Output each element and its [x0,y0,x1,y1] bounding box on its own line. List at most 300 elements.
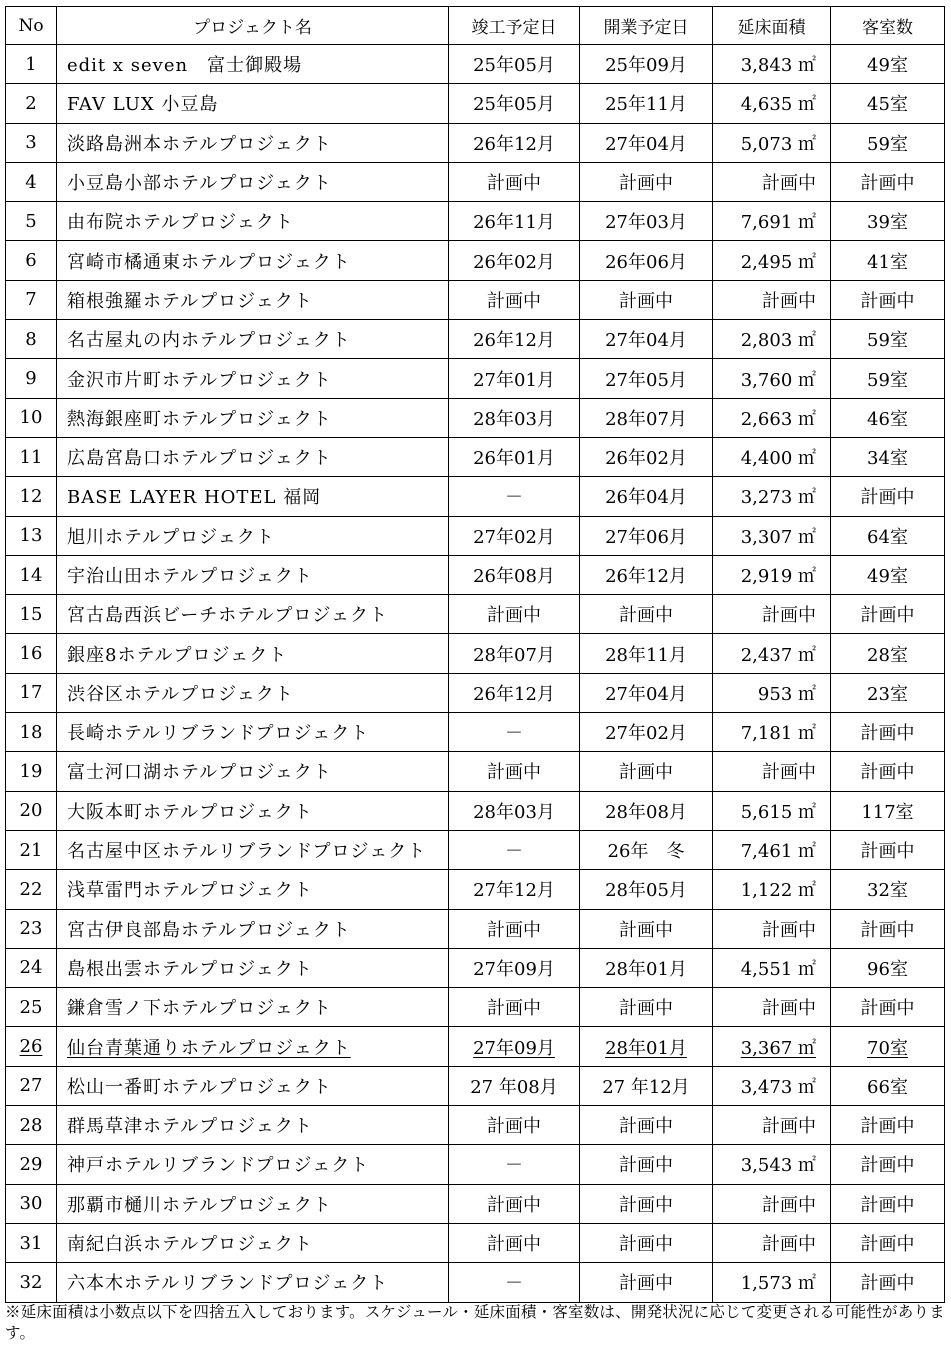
cell-room-count [831,398,945,437]
cell-project-name-text: 小豆島小部ホテルプロジェクト [67,173,332,195]
cell-no [6,948,57,987]
cell-completion-date [449,634,580,673]
cell-project-name-text: 六本木ホテルリブランドプロジェクト [67,1273,389,1295]
cell-project-name-text: 南紀白浜ホテルプロジェクト [67,1234,313,1256]
table-row [6,948,945,987]
table-row [6,752,945,791]
cell-floor-area [713,202,831,241]
cell-no-text: 3 [25,132,37,154]
cell-no [6,791,57,830]
cell-project-name-text: 松山一番町ホテルプロジェクト [67,1076,332,1098]
table-row [6,202,945,241]
cell-completion-date-text: 27年02月 [473,526,555,548]
cell-floor-area-text: 5,615 ㎡ [740,801,816,823]
cell-opening-date [580,162,713,201]
cell-opening-date-text: 計画中 [619,173,673,195]
cell-no [6,988,57,1027]
cell-no-text: 15 [19,603,43,625]
cell-floor-area [713,398,831,437]
cell-completion-date [449,988,580,1027]
cell-no-text: 6 [25,250,37,272]
cell-floor-area-text: 3,473 ㎡ [740,1076,816,1098]
table-row [6,477,945,516]
cell-room-count [831,1066,945,1105]
cell-no [6,1066,57,1105]
cell-completion-date [449,1184,580,1223]
cell-project-name-text: 島根出雲ホテルプロジェクト [67,958,313,980]
cell-floor-area-text: 3,367 ㎡ [740,1037,816,1059]
cell-project-name-text: 淡路島洲本ホテルプロジェクト [67,133,332,155]
cell-floor-area [713,1106,831,1145]
cell-completion-date [449,1263,580,1302]
cell-no-text: 20 [19,800,43,822]
cell-completion-date-text: 27年01月 [473,369,555,391]
cell-room-count [831,634,945,673]
cell-opening-date [580,1066,713,1105]
table-row [6,398,945,437]
cell-completion-date [449,830,580,869]
cell-opening-date-text: 計画中 [619,1234,673,1256]
cell-room-count [831,45,945,84]
table-header-row [6,7,945,45]
cell-room-count [831,84,945,123]
cell-opening-date [580,320,713,359]
cell-no-text: 27 [19,1075,43,1097]
cell-room-count-text: 59室 [867,369,908,391]
cell-opening-date-text: 28年01月 [605,958,687,980]
cell-no-text: 17 [19,682,43,704]
cell-room-count [831,830,945,869]
cell-no-text: 4 [25,171,37,193]
cell-no-text: 11 [19,446,43,468]
cell-floor-area-text: 計画中 [762,290,816,312]
cell-project-name-text: 宇治山田ホテルプロジェクト [67,566,313,587]
cell-project-name-text: 名古屋中区ホテルリブランドプロジェクト [67,841,427,863]
cell-room-count-text: 計画中 [860,841,915,863]
cell-no [6,241,57,280]
cell-room-count [831,241,945,280]
cell-project-name-text: 熱海銀座町ホテルプロジェクト [67,408,332,430]
cell-floor-area [713,477,831,516]
cell-opening-date-text: 27年05月 [605,369,687,391]
cell-no [6,280,57,319]
cell-project-name [57,1106,449,1145]
cell-floor-area-text: 計画中 [762,1234,816,1256]
cell-project-name-text: BASE LAYER HOTEL 福岡 [67,487,322,509]
cell-opening-date [580,280,713,319]
cell-no [6,1223,57,1262]
cell-no [6,202,57,241]
cell-floor-area-text: 4,551 ㎡ [740,958,816,980]
cell-floor-area [713,1263,831,1302]
cell-project-name [57,202,449,241]
cell-no-text: 21 [19,839,43,861]
cell-project-name [57,595,449,634]
cell-no-text: 19 [19,760,43,782]
cell-floor-area [713,595,831,634]
cell-opening-date [580,202,713,241]
cell-opening-date-text: 28年07月 [605,408,687,430]
cell-project-name-text: 金沢市片町ホテルプロジェクト [67,369,332,391]
cell-project-name-text: 神戸ホテルリブランドプロジェクト [67,1155,370,1177]
cell-no [6,1145,57,1184]
cell-room-count-text: 49室 [867,566,908,587]
table-row [6,1223,945,1262]
cell-completion-date-text: 28年03月 [473,408,555,430]
cell-opening-date-text: 計画中 [619,998,673,1020]
cell-floor-area [713,1027,831,1066]
cell-room-count-text: 計画中 [860,762,915,784]
table-row [6,1263,945,1302]
cell-floor-area-text: 計画中 [762,919,816,941]
cell-opening-date [580,241,713,280]
cell-completion-date [449,909,580,948]
cell-room-count-text: 66室 [867,1076,908,1098]
cell-no-text: 29 [19,1153,43,1175]
cell-no [6,909,57,948]
cell-floor-area [713,280,831,319]
table-row [6,516,945,555]
cell-completion-date [449,84,580,123]
cell-room-count-text: 64室 [867,526,908,548]
cell-project-name [57,280,449,319]
cell-completion-date-text: 計画中 [487,1116,541,1138]
cell-floor-area-text: 計画中 [762,173,816,195]
cell-opening-date [580,1106,713,1145]
cell-project-name [57,1223,449,1262]
table-row [6,1184,945,1223]
cell-room-count [831,909,945,948]
cell-floor-area-text: 2,663 ㎡ [740,408,816,430]
cell-room-count-text: 計画中 [860,1155,915,1177]
cell-completion-date [449,398,580,437]
cell-opening-date-text: 26年04月 [605,487,687,509]
cell-floor-area [713,791,831,830]
header-project-name: プロジェクト名 [57,7,449,45]
cell-room-count-text: 28室 [867,644,908,666]
cell-room-count [831,1263,945,1302]
cell-opening-date [580,948,713,987]
cell-completion-date-text: 27年09月 [473,958,555,980]
cell-completion-date-text: － [505,723,523,745]
cell-no-text: 10 [19,407,43,429]
cell-completion-date-text: 26年12月 [473,133,555,155]
cell-room-count-text: 計画中 [860,723,915,745]
cell-room-count [831,162,945,201]
cell-floor-area [713,241,831,280]
cell-project-name-text: 広島宮島口ホテルプロジェクト [67,448,332,470]
table-row [6,123,945,162]
cell-completion-date-text: 26年12月 [473,330,555,352]
cell-floor-area [713,555,831,594]
cell-completion-date-text: － [505,1273,523,1295]
table-row [6,241,945,280]
cell-project-name [57,673,449,712]
cell-no-text: 18 [19,721,43,743]
cell-room-count [831,516,945,555]
cell-no [6,45,57,84]
cell-floor-area [713,1184,831,1223]
cell-no [6,595,57,634]
cell-opening-date-text: 26年02月 [605,448,687,470]
cell-project-name [57,909,449,948]
cell-floor-area-text: 計画中 [762,762,816,784]
cell-floor-area [713,673,831,712]
cell-floor-area [713,634,831,673]
table-row [6,988,945,1027]
table-row [6,45,945,84]
cell-project-name [57,516,449,555]
cell-completion-date [449,280,580,319]
cell-no-text: 2 [25,92,37,114]
cell-floor-area-text: 7,181 ㎡ [740,723,816,745]
cell-floor-area [713,752,831,791]
cell-opening-date-text: 計画中 [619,762,673,784]
cell-project-name-text: 那覇市樋川ホテルプロジェクト [67,1194,332,1216]
cell-project-name-text: 宮崎市橘通東ホテルプロジェクト [67,251,351,273]
cell-room-count [831,870,945,909]
cell-no-text: 22 [19,878,43,900]
cell-project-name [57,870,449,909]
cell-floor-area [713,909,831,948]
cell-project-name [57,1145,449,1184]
cell-project-name [57,752,449,791]
cell-room-count-text: 32室 [867,880,908,902]
footnote: ※延床面積は小数点以下を四捨五入しております。スケジュール・延床面積・客室数は、開発状況に応じて変更される可能性があります。 [5,1303,945,1342]
cell-floor-area [713,123,831,162]
cell-project-name [57,162,449,201]
cell-completion-date [449,123,580,162]
cell-no-text: 8 [25,328,37,350]
cell-no [6,84,57,123]
cell-room-count-text: 70室 [867,1037,908,1059]
cell-completion-date-text: 27 年08月 [470,1076,558,1098]
table-row [6,359,945,398]
cell-no-text: 13 [19,525,43,547]
cell-completion-date [449,241,580,280]
cell-floor-area-text: 4,400 ㎡ [740,448,816,470]
cell-project-name-text: 銀座8ホテルプロジェクト [67,644,288,666]
cell-room-count [831,123,945,162]
cell-floor-area-text: 2,437 ㎡ [740,644,816,666]
cell-floor-area-text: 3,543 ㎡ [740,1155,816,1177]
cell-opening-date [580,437,713,476]
cell-completion-date [449,1145,580,1184]
cell-completion-date [449,202,580,241]
cell-room-count [831,713,945,752]
cell-completion-date [449,673,580,712]
cell-opening-date-text: 25年11月 [605,94,687,116]
table-row [6,1027,945,1066]
cell-opening-date [580,1145,713,1184]
cell-opening-date [580,909,713,948]
cell-room-count-text: 計画中 [860,290,915,312]
cell-no [6,1263,57,1302]
cell-project-name [57,791,449,830]
cell-room-count [831,359,945,398]
cell-no-text: 12 [19,485,43,507]
cell-floor-area [713,45,831,84]
header-completion-date: 竣工予定日 [449,7,580,45]
cell-no-text: 26 [19,1036,43,1058]
cell-project-name-text: 富士河口湖ホテルプロジェクト [67,762,332,784]
cell-no [6,516,57,555]
cell-floor-area [713,988,831,1027]
cell-completion-date-text: 計画中 [487,1234,541,1256]
cell-completion-date-text: － [505,1155,523,1177]
table-row [6,555,945,594]
cell-floor-area-text: 4,635 ㎡ [740,94,816,116]
header-floor-area: 延床面積 [713,7,831,45]
cell-floor-area-text: 5,073 ㎡ [740,133,816,155]
cell-opening-date [580,988,713,1027]
cell-room-count [831,673,945,712]
cell-room-count-text: 計画中 [860,1234,915,1256]
cell-opening-date-text: 27年04月 [605,683,687,705]
cell-completion-date-text: 計画中 [487,1194,541,1216]
cell-no [6,673,57,712]
cell-completion-date-text: 28年03月 [473,801,555,823]
cell-room-count-text: 計画中 [860,605,915,627]
cell-opening-date [580,713,713,752]
cell-project-name-text: 名古屋丸の内ホテルプロジェクト [67,330,351,352]
cell-opening-date-text: 計画中 [619,1194,673,1216]
cell-completion-date-text: 26年11月 [473,212,555,234]
cell-project-name [57,320,449,359]
cell-room-count-text: 計画中 [860,487,915,509]
table-row [6,870,945,909]
cell-room-count-text: 59室 [867,330,908,352]
cell-project-name-text: 仙台青葉通りホテルプロジェクト [67,1037,351,1059]
cell-room-count-text: 41室 [867,251,908,273]
cell-opening-date-text: 27年02月 [605,723,687,745]
cell-completion-date [449,948,580,987]
cell-opening-date [580,398,713,437]
cell-project-name-text: edit x seven 富士御殿場 [67,55,303,77]
cell-opening-date [580,555,713,594]
cell-project-name [57,45,449,84]
cell-room-count [831,752,945,791]
cell-floor-area [713,948,831,987]
cell-no [6,398,57,437]
cell-room-count-text: 23室 [867,683,908,705]
cell-opening-date-text: 28年11月 [605,644,687,666]
cell-no-text: 30 [19,1193,43,1215]
cell-floor-area-text: 3,760 ㎡ [740,369,816,391]
cell-floor-area-text: 計画中 [762,1116,816,1138]
cell-room-count-text: 46室 [867,408,908,430]
cell-project-name-text: 由布院ホテルプロジェクト [67,212,294,234]
cell-room-count [831,1184,945,1223]
cell-room-count [831,320,945,359]
cell-opening-date [580,1184,713,1223]
cell-no [6,1106,57,1145]
cell-opening-date-text: 計画中 [619,1273,673,1295]
header-no: No [6,7,57,45]
table-row [6,437,945,476]
cell-opening-date [580,791,713,830]
cell-floor-area [713,516,831,555]
table-body [6,45,945,1303]
cell-no [6,555,57,594]
cell-floor-area-text: 1,573 ㎡ [740,1273,816,1295]
cell-completion-date [449,1027,580,1066]
cell-completion-date-text: 26年08月 [473,566,555,587]
cell-room-count-text: 計画中 [860,1273,915,1295]
cell-floor-area [713,1145,831,1184]
cell-floor-area-text: 3,273 ㎡ [740,487,816,509]
cell-room-count-text: 計画中 [860,1194,915,1216]
cell-no [6,1184,57,1223]
cell-opening-date-text: 28年05月 [605,880,687,902]
cell-opening-date [580,673,713,712]
cell-opening-date-text: 26年 冬 [607,841,685,863]
cell-floor-area [713,359,831,398]
cell-room-count [831,791,945,830]
table-row [6,595,945,634]
cell-floor-area [713,713,831,752]
cell-no [6,870,57,909]
cell-completion-date-text: 27年12月 [473,880,555,902]
cell-project-name [57,713,449,752]
cell-floor-area-text: 計画中 [762,605,816,627]
cell-project-name [57,830,449,869]
cell-room-count-text: 計画中 [860,173,915,195]
cell-floor-area-text: 計画中 [762,1194,816,1216]
table-row [6,909,945,948]
cell-project-name [57,1027,449,1066]
cell-room-count-text: 45室 [867,94,908,116]
cell-project-name-text: 鎌倉雪ノ下ホテルプロジェクト [67,998,332,1020]
cell-opening-date-text: 27年04月 [605,330,687,352]
cell-completion-date-text: 計画中 [487,173,541,195]
cell-opening-date [580,45,713,84]
table-row [6,713,945,752]
cell-project-name-text: 浅草雷門ホテルプロジェクト [67,880,313,902]
cell-opening-date [580,84,713,123]
cell-opening-date [580,516,713,555]
table-row [6,791,945,830]
cell-no-text: 7 [25,289,37,311]
cell-room-count [831,437,945,476]
cell-room-count-text: 34室 [867,448,908,470]
cell-opening-date-text: 計画中 [619,919,673,941]
cell-floor-area-text: 2,919 ㎡ [740,566,816,587]
cell-opening-date-text: 計画中 [619,290,673,312]
cell-completion-date [449,595,580,634]
cell-completion-date [449,713,580,752]
cell-floor-area-text: 953 ㎡ [757,683,816,705]
cell-room-count [831,1027,945,1066]
cell-project-name-text: 宮古伊良部島ホテルプロジェクト [67,919,351,941]
cell-completion-date-text: 26年01月 [473,448,555,470]
cell-project-name [57,1066,449,1105]
cell-room-count [831,1223,945,1262]
cell-opening-date-text: 27 年12月 [602,1076,690,1098]
cell-opening-date-text: 計画中 [619,1155,673,1177]
cell-no [6,437,57,476]
cell-floor-area-text: 1,122 ㎡ [740,880,816,902]
cell-opening-date-text: 25年09月 [605,55,687,77]
cell-no [6,123,57,162]
cell-project-name [57,948,449,987]
cell-project-name-text: 渋谷区ホテルプロジェクト [67,683,294,705]
cell-completion-date-text: 計画中 [487,605,541,627]
cell-room-count-text: 117室 [861,801,914,823]
cell-project-name [57,84,449,123]
cell-completion-date [449,1223,580,1262]
cell-opening-date [580,595,713,634]
